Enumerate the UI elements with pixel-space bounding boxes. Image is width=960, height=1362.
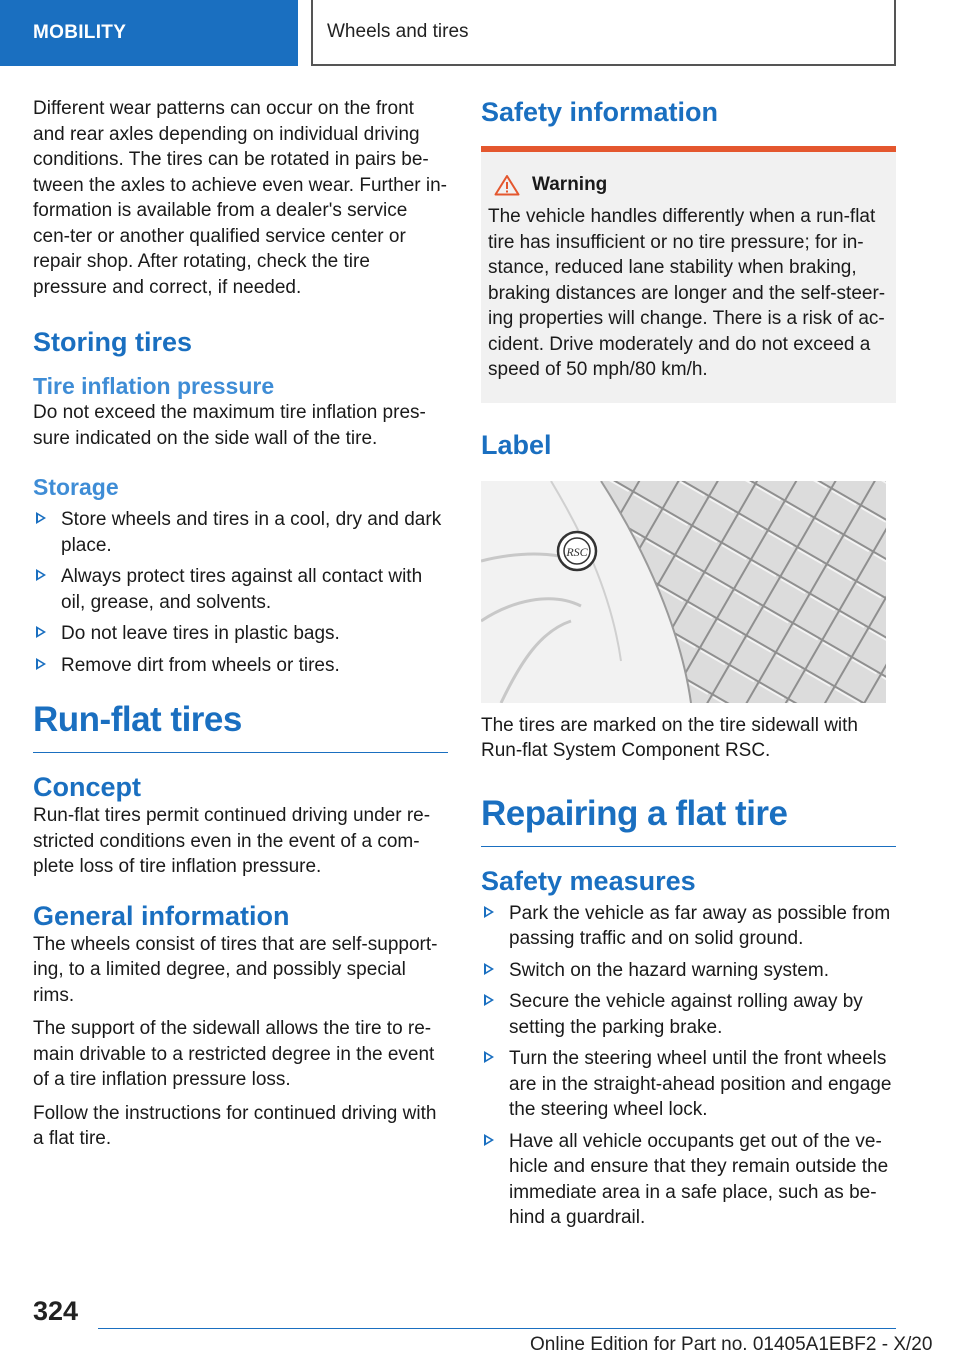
edition-text: Online Edition for Part no. 01405A1EBF2 - X/20 (530, 1334, 933, 1355)
rsc-logo-icon (558, 532, 596, 570)
right-column (481, 96, 896, 1237)
storage-list (33, 507, 448, 678)
left-column (33, 96, 448, 1160)
general-paragraph-1: The wheels consist of tires that are self-support-ing, to a limited degree, and possibly special rims. (33, 933, 438, 1006)
safety-measures-heading: Safety measures (481, 865, 696, 896)
page-number: 324 (33, 1296, 79, 1326)
warning-label: Warning (532, 174, 608, 195)
concept-heading: Concept (33, 772, 141, 802)
bullet-triangle-icon (484, 963, 494, 975)
chapter-title: Wheels and tires (311, 0, 896, 66)
list-item: Switch on the hazard warning system. (481, 958, 896, 984)
section-tab[interactable]: MOBILITY (0, 0, 298, 66)
list-item: Always protect tires against all contact with oil, grease, and solvents. (33, 564, 448, 615)
list-item: Turn the steering wheel until the front wheels are in the straight-ahead position and engage the steering wheel lock. (481, 1046, 896, 1123)
list-item: Store wheels and tires in a cool, dry and dark place. (33, 507, 448, 558)
label-caption: The tires are marked on the tire sidewall with Run-flat System Component RSC. (481, 714, 858, 761)
storage-heading: Storage (33, 474, 119, 500)
general-info-heading: General information (33, 900, 290, 931)
list-item: Remove dirt from wheels or tires. (33, 653, 448, 679)
list-item: Have all vehicle occupants get out of the ve-hicle and ensure that they remain outside the immediate area in a safe place, such as be-hind a guardrail. (481, 1129, 896, 1231)
list-item: Secure the vehicle against rolling away by setting the parking brake. (481, 989, 896, 1040)
bullet-triangle-icon (36, 512, 46, 524)
rsc-logo-text: RSC (566, 544, 588, 559)
bullet-triangle-icon (36, 626, 46, 638)
general-paragraph-3: Follow the instructions for continued driving with a flat tire. (33, 1102, 437, 1149)
concept-paragraph: Run-flat tires permit continued driving under re-stricted conditions even in the event of a com-plete loss of tire inflation pressure. (33, 805, 431, 877)
repair-heading: Repairing a flat tire (481, 793, 788, 833)
bullet-triangle-icon (484, 994, 494, 1006)
footer-divider (98, 1328, 896, 1329)
safety-info-heading: Safety information (481, 97, 719, 127)
list-item: Park the vehicle as far away as possible from passing traffic and on solid ground. (481, 901, 896, 952)
bullet-triangle-icon (36, 658, 46, 670)
storing-tires-heading: Storing tires (33, 327, 193, 357)
page-footer (0, 1296, 960, 1362)
general-paragraph-2: The support of the sidewall allows the tire to re-main drivable to a restricted degree in the event of a tire inflation pressure loss. (33, 1018, 435, 1090)
bullet-triangle-icon (36, 569, 46, 581)
list-item: Do not leave tires in plastic bags. (33, 621, 448, 647)
runflat-heading-block (33, 700, 448, 753)
label-heading: Label (481, 429, 552, 460)
warning-text: The vehicle handles differently when a run-flat tire has insufficient or no tire pressure; for in-stance, reduced lane stability when braking, braking distances are longer and the self-steer-ing properties will change. There is a risk of ac-cident. Drive moderately and do not exceed a speed of 50 mph/80 km/h. (488, 206, 886, 380)
repair-heading-block (481, 794, 896, 847)
safety-measures-list (481, 901, 896, 1231)
intro-paragraph: Different wear patterns can occur on the front and rear axles depending on individual driving conditions. The tires can be rotated in pairs be-tween the axles to achieve even wear. Further in-formation is available from a dealer's service cen-ter or another qualified service center or repair shop. After rotating, check the tire pressure and correct, if needed. (33, 98, 448, 298)
warning-box (481, 146, 896, 403)
tire-sidewall-image (481, 481, 886, 703)
inflation-paragraph: Do not exceed the maximum tire inflation pres-sure indicated on the side wall of the tire. (33, 402, 426, 449)
warning-triangle-icon (494, 174, 520, 196)
page-header (0, 0, 960, 66)
inflation-pressure-heading: Tire inflation pressure (33, 373, 275, 399)
warning-header (488, 174, 888, 196)
runflat-heading: Run-flat tires (33, 700, 242, 739)
bullet-triangle-icon (484, 1134, 494, 1146)
bullet-triangle-icon (484, 1051, 494, 1063)
bullet-triangle-icon (484, 906, 494, 918)
